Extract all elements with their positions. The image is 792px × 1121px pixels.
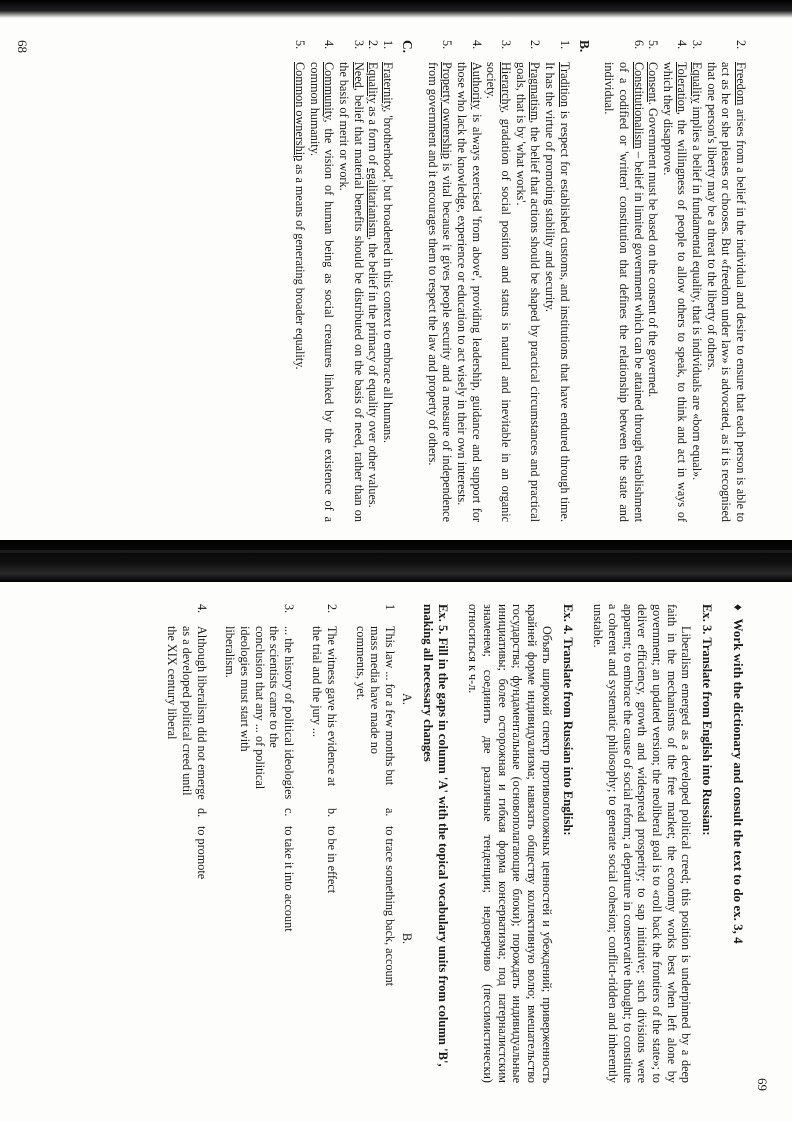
item-number: 3. [498, 40, 513, 50]
exercise-4-text: Объять широкий спектр противоположных ценностей и убеждений; приверженность крайней форме индивидуализма; навязать обществу коллективную волю; вмешательство государства; фундаментальные (основополагающие блоки); порождать индивидуальные инициативы; более осторожная и гибкая форма консерватизма; под патерналистским знаменем; соединить две различные тенденции; недоверчиво (пессимистически) относиться к ч-л. [466, 604, 554, 1083]
section-b-label: B. [576, 40, 592, 53]
item-number: 5. [293, 40, 308, 50]
list-item [307, 40, 336, 522]
item-number: 3. [351, 40, 366, 50]
definition: is respect for established customs, and institutions that have endured through time. It has the virtue of promoting stability and security. [542, 62, 572, 522]
item-number: 6. [631, 40, 646, 50]
option-letter: c. [281, 808, 296, 817]
list-item [366, 40, 381, 522]
list-item [484, 40, 513, 522]
row-number: 3. [281, 604, 296, 614]
list-item [602, 40, 646, 522]
definition: , belief that material benefits should be distributed on the basis of need, rather than on the basis of merit or work. [337, 62, 366, 522]
column-b-cell: to trace something back, account [383, 826, 397, 987]
column-a-header: A. [399, 693, 414, 705]
column-b-cell: to take it into account [281, 826, 296, 932]
exercise-3-text: Liberalism emerged as a developed political creed; this position is underpinned by a deep faith in the mechanisms of the free market; the economy works best when left alone by government; an updated version; the neoliberal goal is to «roll back the frontiers of the state»; to deliver efficiency, growth and widespread prosperity; to sap initiative; such divisions were apparent; to embrace the cause of social reform; a departure in conservative thought; to constitute a coherent and systematic philosophy; to generate social cohesion; conflict-ridden and inherently unstable. [591, 604, 694, 1083]
definition: – belief in limited government which can be attained through establishment of a codified or 'written' constitution that defines the relationship between the state and individual. [602, 62, 646, 522]
term: Consent [646, 62, 661, 102]
section-c-list [293, 40, 395, 522]
list-item [542, 40, 571, 522]
left-page [0, 0, 792, 540]
list-item [425, 40, 454, 522]
item-number: 4. [469, 40, 484, 50]
term: Pragmatism [528, 62, 543, 121]
definition: . Government must be based on the consent of the governed. [646, 101, 661, 398]
term: Community [322, 62, 337, 120]
term: Constitutionalism [631, 62, 646, 149]
term: Freedom [734, 62, 748, 106]
term: Toleration [675, 62, 690, 112]
exercise-4-title: Ex. 4. Translate from Russian into English: [560, 604, 575, 836]
item-number: 4. [322, 40, 337, 50]
option-letter: d. [194, 808, 209, 818]
term: Common ownership [293, 62, 308, 162]
header-text: Work with the dictionary and consult the text to do ex. 3, 4 [731, 618, 746, 944]
term: Property ownership [440, 62, 455, 159]
column-a-cell: The witness gave his evidence at the trial and the jury ... [310, 626, 340, 787]
table-row [353, 604, 397, 1083]
column-a-cell: ... the history of political ideologies the scientists came to the conclusion that any ... of political ideologies must start with liberalism. [223, 626, 296, 800]
option-letter: a. [383, 808, 397, 817]
term: Fraternity [381, 62, 396, 110]
exercise-5-title: Ex. 5. Fill in the gaps in column 'A' with the topical vocabulary units from column 'B', making all necessary changes [420, 604, 450, 1067]
page-number: 69 [755, 1078, 770, 1091]
section-b-list [425, 40, 571, 522]
list-item [704, 40, 748, 522]
diamond-bullet-icon: ♦ [731, 604, 746, 611]
list-item [660, 40, 689, 522]
section-c-label: C. [400, 40, 416, 54]
definition: , the willingness of people to allow others to speak, to think and act in ways of which they disapprove. [660, 62, 690, 522]
item-number: 2. [734, 40, 748, 50]
row-number: 4. [194, 604, 209, 614]
item-number: 2. [366, 40, 381, 50]
table-row [310, 604, 339, 1083]
definition: is vital because it gives people security and a measure of independence from government and it encourages them to respect the law and property of others. [425, 62, 455, 522]
definition: , gradation of social position and status is natural and inevitable in an organic society. [484, 62, 513, 522]
page-number: 68 [15, 40, 30, 53]
term: Equality [366, 62, 381, 104]
list-item [513, 40, 542, 522]
column-b-cell: to be in effect [325, 826, 340, 894]
matching-table [165, 604, 397, 1083]
term: Need [351, 62, 366, 88]
definition: arises from a belief in the individual and desire to ensure that each person is able to act as he or she pleases or chooses. But «freedom under law» is advocated, as it is recognised that one person's liberty may be a threat to the liberty of others. [704, 62, 748, 522]
item-number: 1. [557, 40, 572, 50]
list-item [454, 40, 483, 522]
item-number: 3. [690, 40, 705, 50]
row-number: 2. [325, 604, 340, 614]
definition: , the belief that actions should be shaped by practical circumstances and practical goals, that is by 'what works'. [513, 62, 543, 522]
term: Equality [690, 62, 705, 104]
row-number: 1 [383, 604, 397, 611]
book-spine-shadow [0, 540, 792, 582]
definition: , 'brotherhood', but broadened in this context to embrace all humans. [381, 109, 396, 443]
column-headers [399, 604, 414, 1083]
list-item [293, 40, 308, 522]
option-letter: b. [325, 808, 340, 818]
item-number: 5. [440, 40, 455, 50]
definition: is always exercised 'from above', providing leadership, guidance and support for those who lack the knowledge, experience or education to act wisely in their own interests. [455, 62, 484, 522]
list-item [336, 40, 365, 522]
definition: implies a belief in fundamental equality, that is individuals are «born equal». [690, 103, 705, 481]
column-a-cell: This law ... for a few months but mass media have made no comments, yet. [353, 626, 397, 786]
column-a-cell: Although liberalism did not emerge as a developed political creed until the XIX century liberal [165, 626, 209, 800]
instructions-header [730, 604, 746, 1083]
table-row [223, 604, 296, 1083]
definition: as a means of generating broader equality. [293, 161, 308, 370]
right-page [0, 582, 792, 1121]
column-b-cell: to promote [194, 826, 209, 880]
definition: , the belief in the primacy of equality over other values. [366, 236, 381, 508]
list-item [689, 40, 704, 522]
column-b-header: B. [399, 932, 414, 945]
exercise-3-title: Ex. 3. Translate from English into Russian: [700, 604, 715, 836]
list-item [646, 40, 661, 522]
top-items-list [602, 40, 748, 522]
definition: as a form of [366, 103, 381, 168]
item-number: 1. [381, 40, 396, 50]
item-number: 2. [528, 40, 543, 50]
term: Hierarchy [498, 62, 513, 110]
table-row [165, 604, 209, 1083]
list-item [380, 40, 395, 522]
item-number: 4. [675, 40, 690, 50]
term: Tradition [557, 62, 572, 107]
term: Authority [469, 62, 484, 110]
item-number: 5. [646, 40, 661, 50]
term: egalitarianism [366, 167, 381, 237]
definition: , the vision of human being as social creatures linked by the existence of a common humanity. [307, 62, 337, 522]
